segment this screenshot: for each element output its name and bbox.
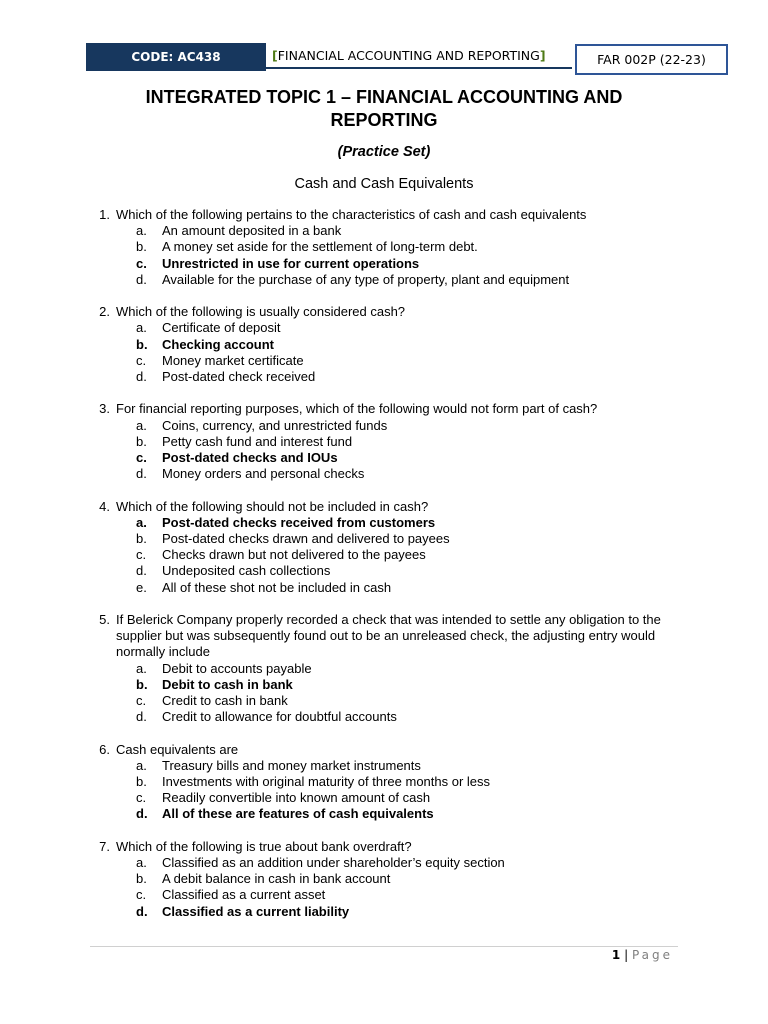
- question-text: If Belerick Company properly recorded a check that was intended to settle any obligation to the supplier but was subsequently found out to be an unreleased check, the adjusting entry would normally include: [116, 612, 661, 660]
- option-text: Coins, currency, and unrestricted funds: [162, 417, 388, 433]
- course-code: CODE: AC438: [86, 43, 266, 71]
- answer-option: [136, 450, 680, 466]
- page-subtitle: (Practice Set): [337, 144, 431, 160]
- option-letter: b.: [136, 531, 147, 547]
- question-text: Which of the following pertains to the characteristics of cash and cash equivalents: [116, 207, 587, 222]
- question-text: Which of the following should not be included in cash?: [116, 498, 429, 514]
- option-text: Undeposited cash collections: [162, 563, 331, 579]
- option-item: [136, 272, 680, 288]
- option-text: Classified as an addition under shareholder’s equity section: [162, 855, 505, 871]
- question-list: [90, 207, 680, 936]
- question-number: 4.: [99, 498, 110, 514]
- option-letter: b.: [136, 433, 147, 449]
- page-label: Page: [631, 948, 673, 962]
- option-text: Post-dated checks and IOUs: [162, 450, 338, 466]
- option-text: Checking account: [162, 336, 274, 352]
- option-letter: d.: [136, 806, 148, 822]
- question-number: 6.: [99, 741, 110, 757]
- course-title: FINANCIAL ACCOUNTING AND REPORTING: [277, 47, 540, 63]
- option-letter: d.: [136, 369, 147, 385]
- option-letter: d.: [136, 563, 147, 579]
- option-text: Debit to accounts payable: [162, 660, 312, 676]
- option-letter: b.: [136, 239, 147, 255]
- footer-separator: |: [624, 948, 629, 962]
- option-letter: a.: [136, 223, 147, 239]
- option-text: Classified as a current asset: [162, 887, 326, 903]
- question-item: [90, 401, 680, 482]
- option-letter: c.: [136, 255, 147, 271]
- option-text: Treasury bills and money market instruments: [162, 757, 421, 773]
- option-text: Classified as a current liability: [162, 903, 350, 919]
- option-text: Credit to allowance for doubtful accounts: [162, 709, 397, 725]
- question-item: [90, 304, 680, 385]
- option-letter: e.: [136, 579, 147, 595]
- option-item: [136, 531, 680, 547]
- option-text: Money orders and personal checks: [162, 466, 365, 482]
- option-item: [136, 871, 680, 887]
- question-item: [90, 742, 680, 823]
- option-item: [136, 466, 680, 482]
- option-text: An amount deposited in a bank: [162, 223, 342, 239]
- option-letter: a.: [136, 320, 147, 336]
- option-text: Money market certificate: [162, 352, 304, 368]
- option-letter: b.: [136, 871, 147, 887]
- option-item: [136, 855, 680, 871]
- option-item: [136, 369, 680, 385]
- option-letter: c.: [136, 547, 147, 563]
- option-text: A money set aside for the settlement of long-term debt.: [162, 239, 478, 255]
- footer-divider: [90, 946, 678, 947]
- option-letter: d.: [136, 709, 147, 725]
- option-text: Unrestricted in use for current operations: [162, 255, 420, 271]
- option-letter: d.: [136, 903, 148, 919]
- option-text: All of these are features of cash equivalents: [162, 806, 434, 822]
- option-letter: b.: [136, 676, 148, 692]
- course-title-header: [266, 43, 572, 69]
- option-item: [136, 563, 680, 579]
- option-text: Post-dated check received: [162, 369, 316, 385]
- option-text: Investments with original maturity of three months or less: [162, 774, 491, 790]
- option-item: [136, 580, 680, 596]
- answer-option: [136, 337, 680, 353]
- question-number: 7.: [99, 838, 110, 854]
- question-text: For financial reporting purposes, which of the following would not form part of cash?: [116, 401, 598, 417]
- question-text: Which of the following is usually considered cash?: [116, 304, 406, 320]
- question-item: [90, 499, 680, 596]
- option-letter: a.: [136, 514, 147, 530]
- option-item: [136, 239, 680, 255]
- option-letter: a.: [136, 417, 147, 433]
- option-item: [136, 223, 680, 239]
- option-item: [136, 790, 680, 806]
- option-letter: c.: [136, 790, 147, 806]
- option-letter: b.: [136, 336, 148, 352]
- option-letter: c.: [136, 352, 147, 368]
- option-text: Available for the purchase of any type of property, plant and equipment: [162, 271, 570, 287]
- option-item: [136, 418, 680, 434]
- option-list: [116, 758, 680, 823]
- question-item: [90, 612, 680, 725]
- option-list: [116, 855, 680, 920]
- option-item: [136, 353, 680, 369]
- question-number: 2.: [99, 304, 110, 320]
- option-item: [136, 709, 680, 725]
- option-list: [116, 661, 680, 726]
- option-letter: b.: [136, 774, 147, 790]
- question-number: 3.: [99, 401, 110, 417]
- option-item: [136, 547, 680, 563]
- option-list: [116, 515, 680, 596]
- question-text: Cash equivalents are: [116, 741, 239, 757]
- answer-option: [136, 806, 680, 822]
- option-letter: a.: [136, 660, 147, 676]
- option-text: Checks drawn but not delivered to the payees: [162, 547, 426, 563]
- answer-option: [136, 256, 680, 272]
- answer-option: [136, 904, 680, 920]
- question-number: 1.: [99, 207, 110, 222]
- option-text: Petty cash fund and interest fund: [162, 433, 353, 449]
- option-letter: a.: [136, 855, 147, 871]
- option-text: Certificate of deposit: [162, 320, 281, 336]
- question-item: [90, 207, 680, 288]
- option-text: A debit balance in cash in bank account: [162, 871, 391, 887]
- option-text: Readily convertible into known amount of cash: [162, 790, 431, 806]
- option-item: [136, 434, 680, 450]
- option-list: [116, 418, 680, 483]
- bracket-open: [: [272, 47, 278, 63]
- bracket-close: ]: [539, 47, 546, 63]
- option-letter: c.: [136, 693, 147, 709]
- page-number: 1: [611, 948, 621, 962]
- option-item: [136, 661, 680, 677]
- answer-option: [136, 515, 680, 531]
- option-list: [116, 223, 680, 288]
- answer-option: [136, 677, 680, 693]
- option-item: [136, 320, 680, 336]
- option-text: Credit to cash in bank: [162, 693, 288, 709]
- section-heading: Cash and Cash Equivalents: [294, 176, 474, 192]
- option-letter: c.: [136, 450, 147, 466]
- question-number: 5.: [99, 612, 110, 628]
- option-text: All of these shot not be included in cash: [162, 579, 392, 595]
- page-title: INTEGRATED TOPIC 1 – FINANCIAL ACCOUNTING AND REPORTING: [145, 87, 623, 130]
- option-item: [136, 693, 680, 709]
- option-text: Debit to cash in bank: [162, 676, 293, 692]
- option-item: [136, 887, 680, 903]
- option-letter: d.: [136, 466, 147, 482]
- option-letter: d.: [136, 271, 147, 287]
- question-item: [90, 839, 680, 920]
- far-code-box: FAR 002P (22-23): [575, 44, 728, 75]
- option-list: [116, 320, 680, 385]
- option-letter: a.: [136, 757, 147, 773]
- option-item: [136, 758, 680, 774]
- question-text: Which of the following is true about bank overdraft?: [116, 838, 412, 854]
- option-text: Post-dated checks received from customers: [162, 514, 436, 530]
- option-text: Post-dated checks drawn and delivered to payees: [162, 531, 450, 547]
- option-letter: c.: [136, 887, 147, 903]
- page-footer: [560, 948, 673, 962]
- option-item: [136, 774, 680, 790]
